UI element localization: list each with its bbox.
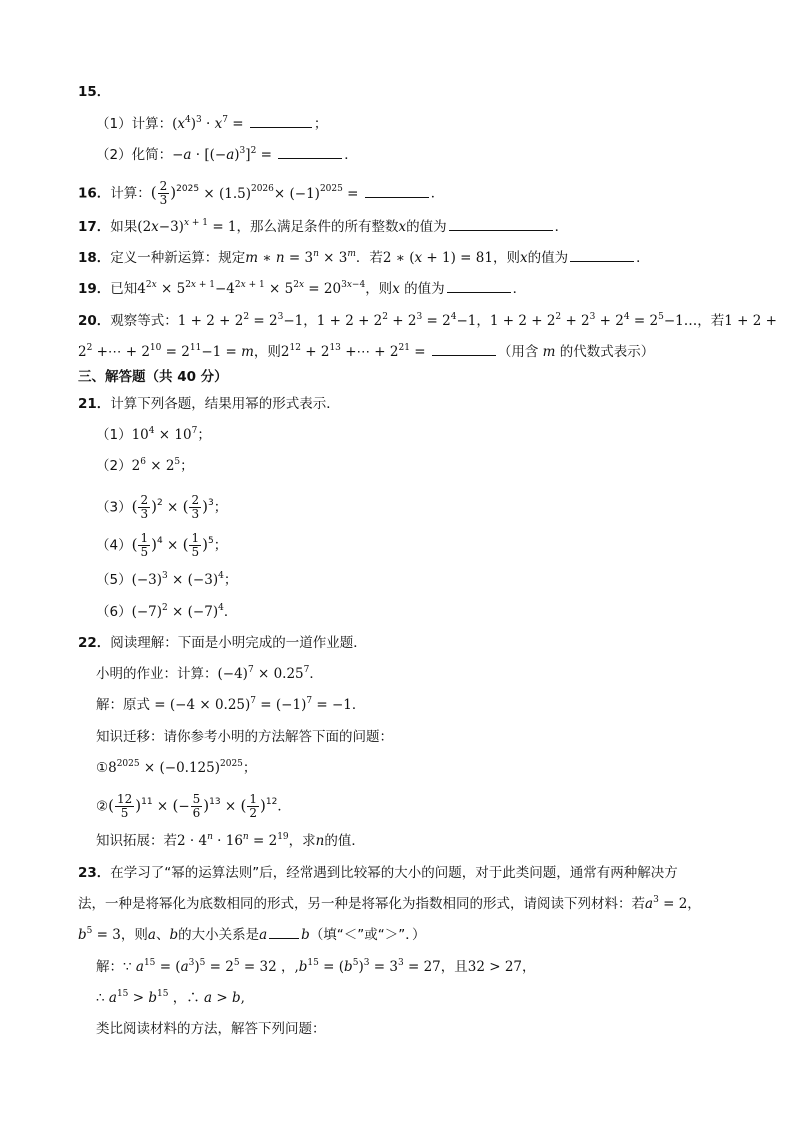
answer-blank[interactable] — [432, 342, 496, 356]
answer-blank[interactable] — [269, 925, 299, 939]
exam-page: 15． （1）计算：$(x^4)^3 \cdot x^7$ = ； （2）化简：$-a \cdot [(-a)^3]^2$ = ． 16．计算：( $\frac{2}{3}$ )$^{2025} \times (1.5)^{2026}\times (-1)^{2025}$ = ． 17．如果$(2x-3)^{x + 1} = 1$，那么满足条件的所有整数x的值为 ． 18．定义一种新运算：规定m ∗ $n = 3^n \times 3^m$．若2 ∗ (x + 1) = 81，则x的值为 ． 19．已知$4^{2x} \times 5^{2x + 1}-4^{2x + 1} \times 5^{2x} = 20^{3x-4}$，则x 的值为 ． 20．观察等式：$1 + 2 + 2^2 = 2^3-1$，$1 + 2 + 2^2 + 2^3 = 2^4-1$，$1 + 2 + 2^2 + 2^3 + 2^4$ = $2^5-1\dots$，若1 + 2 + $2^2$ +⋯ + $2^{10} = 2^{11}-1 = m$，则$2^{12} + 2^{13}$ +⋯ + $2^{21}$ = （用含 m 的代数式表示） 三、解答题（共 40 分） 21．计算下列各题，结果用幂的形式表示． $(1)10^4 \times 10^7$； $(2)2^6 \times 2^5$； （3）( $\frac{2}{3}$ )$^2$ × ( $\frac{2}{3}$ )$^3$； （4）( $\frac{1}{5}$ )$^4$ × ( $\frac{1}{5}$ )$^5$； $(5)(-3)^3 \times (-3)^4$； $(6)(-7)^2 \times (-7)^4$． 22．阅读理解：下面是小明完成的一道作业题． 小明的作业：计算：$(-4)^7 \times 0.25^7$． 解：原式 = $(-4 \times 0.25)^7 = (-1)^7 = -1$． 知识迁移：请你参考小明的方法解答下面的问题： $①8^{2025} \times (-0.125)^{2025}$； ②( $\frac{12}{5}$ )$^{11}$ × (− $\frac{5}{6}$ )$^{13}$ × ( $\frac{1}{2}$ )$^{12}$． 知识拓展：若$2 \cdot 4^n \cdot 16^n = 2^{19}$，求n的值． 23．在学习了“幂的运算法则”后，经常遇到比较幂的大小的问题，对于此类问题，通常有两种解决方 法，一种是将幂化为底数相同的形式，另一种是将幂化为指数相同的形式，请阅读下列材料：若$a^3 = 2$， $b^5 = 3$，则a、b的大小关系是a b（填“＜”或“＞”．） 解：∵ $a^{15} = (a^3)^5 = 2^5 = 32$ ，$,b^{15} = (b^5)^3 = 3^3 = 27$，且32 > 27， ∴ $a^{15} > b^{15}$ ，∴ a > b, 类比阅读材料的方法，解答下列问题： — [0, 0, 794, 1123]
question-21-item-3: （3）( $\frac{2}{3}$ )$^2$ × ( $\frac{2}{3}$ )$^3$； — [96, 493, 228, 521]
answer-blank[interactable] — [250, 114, 312, 128]
question-22-item-2: ②( $\frac{12}{5}$ )$^{11}$ × (− $\frac{5}{6}$ )$^{13}$ × ( $\frac{1}{2}$ )$^{12}$． — [96, 792, 291, 820]
answer-blank[interactable] — [365, 184, 429, 198]
answer-blank[interactable] — [278, 145, 342, 159]
answer-blank[interactable] — [447, 279, 511, 293]
question-21-item-4: （4）( $\frac{1}{5}$ )$^4$ × ( $\frac{1}{5}$ )$^5$； — [96, 531, 228, 559]
answer-blank[interactable] — [570, 248, 634, 262]
answer-blank[interactable] — [449, 217, 553, 231]
